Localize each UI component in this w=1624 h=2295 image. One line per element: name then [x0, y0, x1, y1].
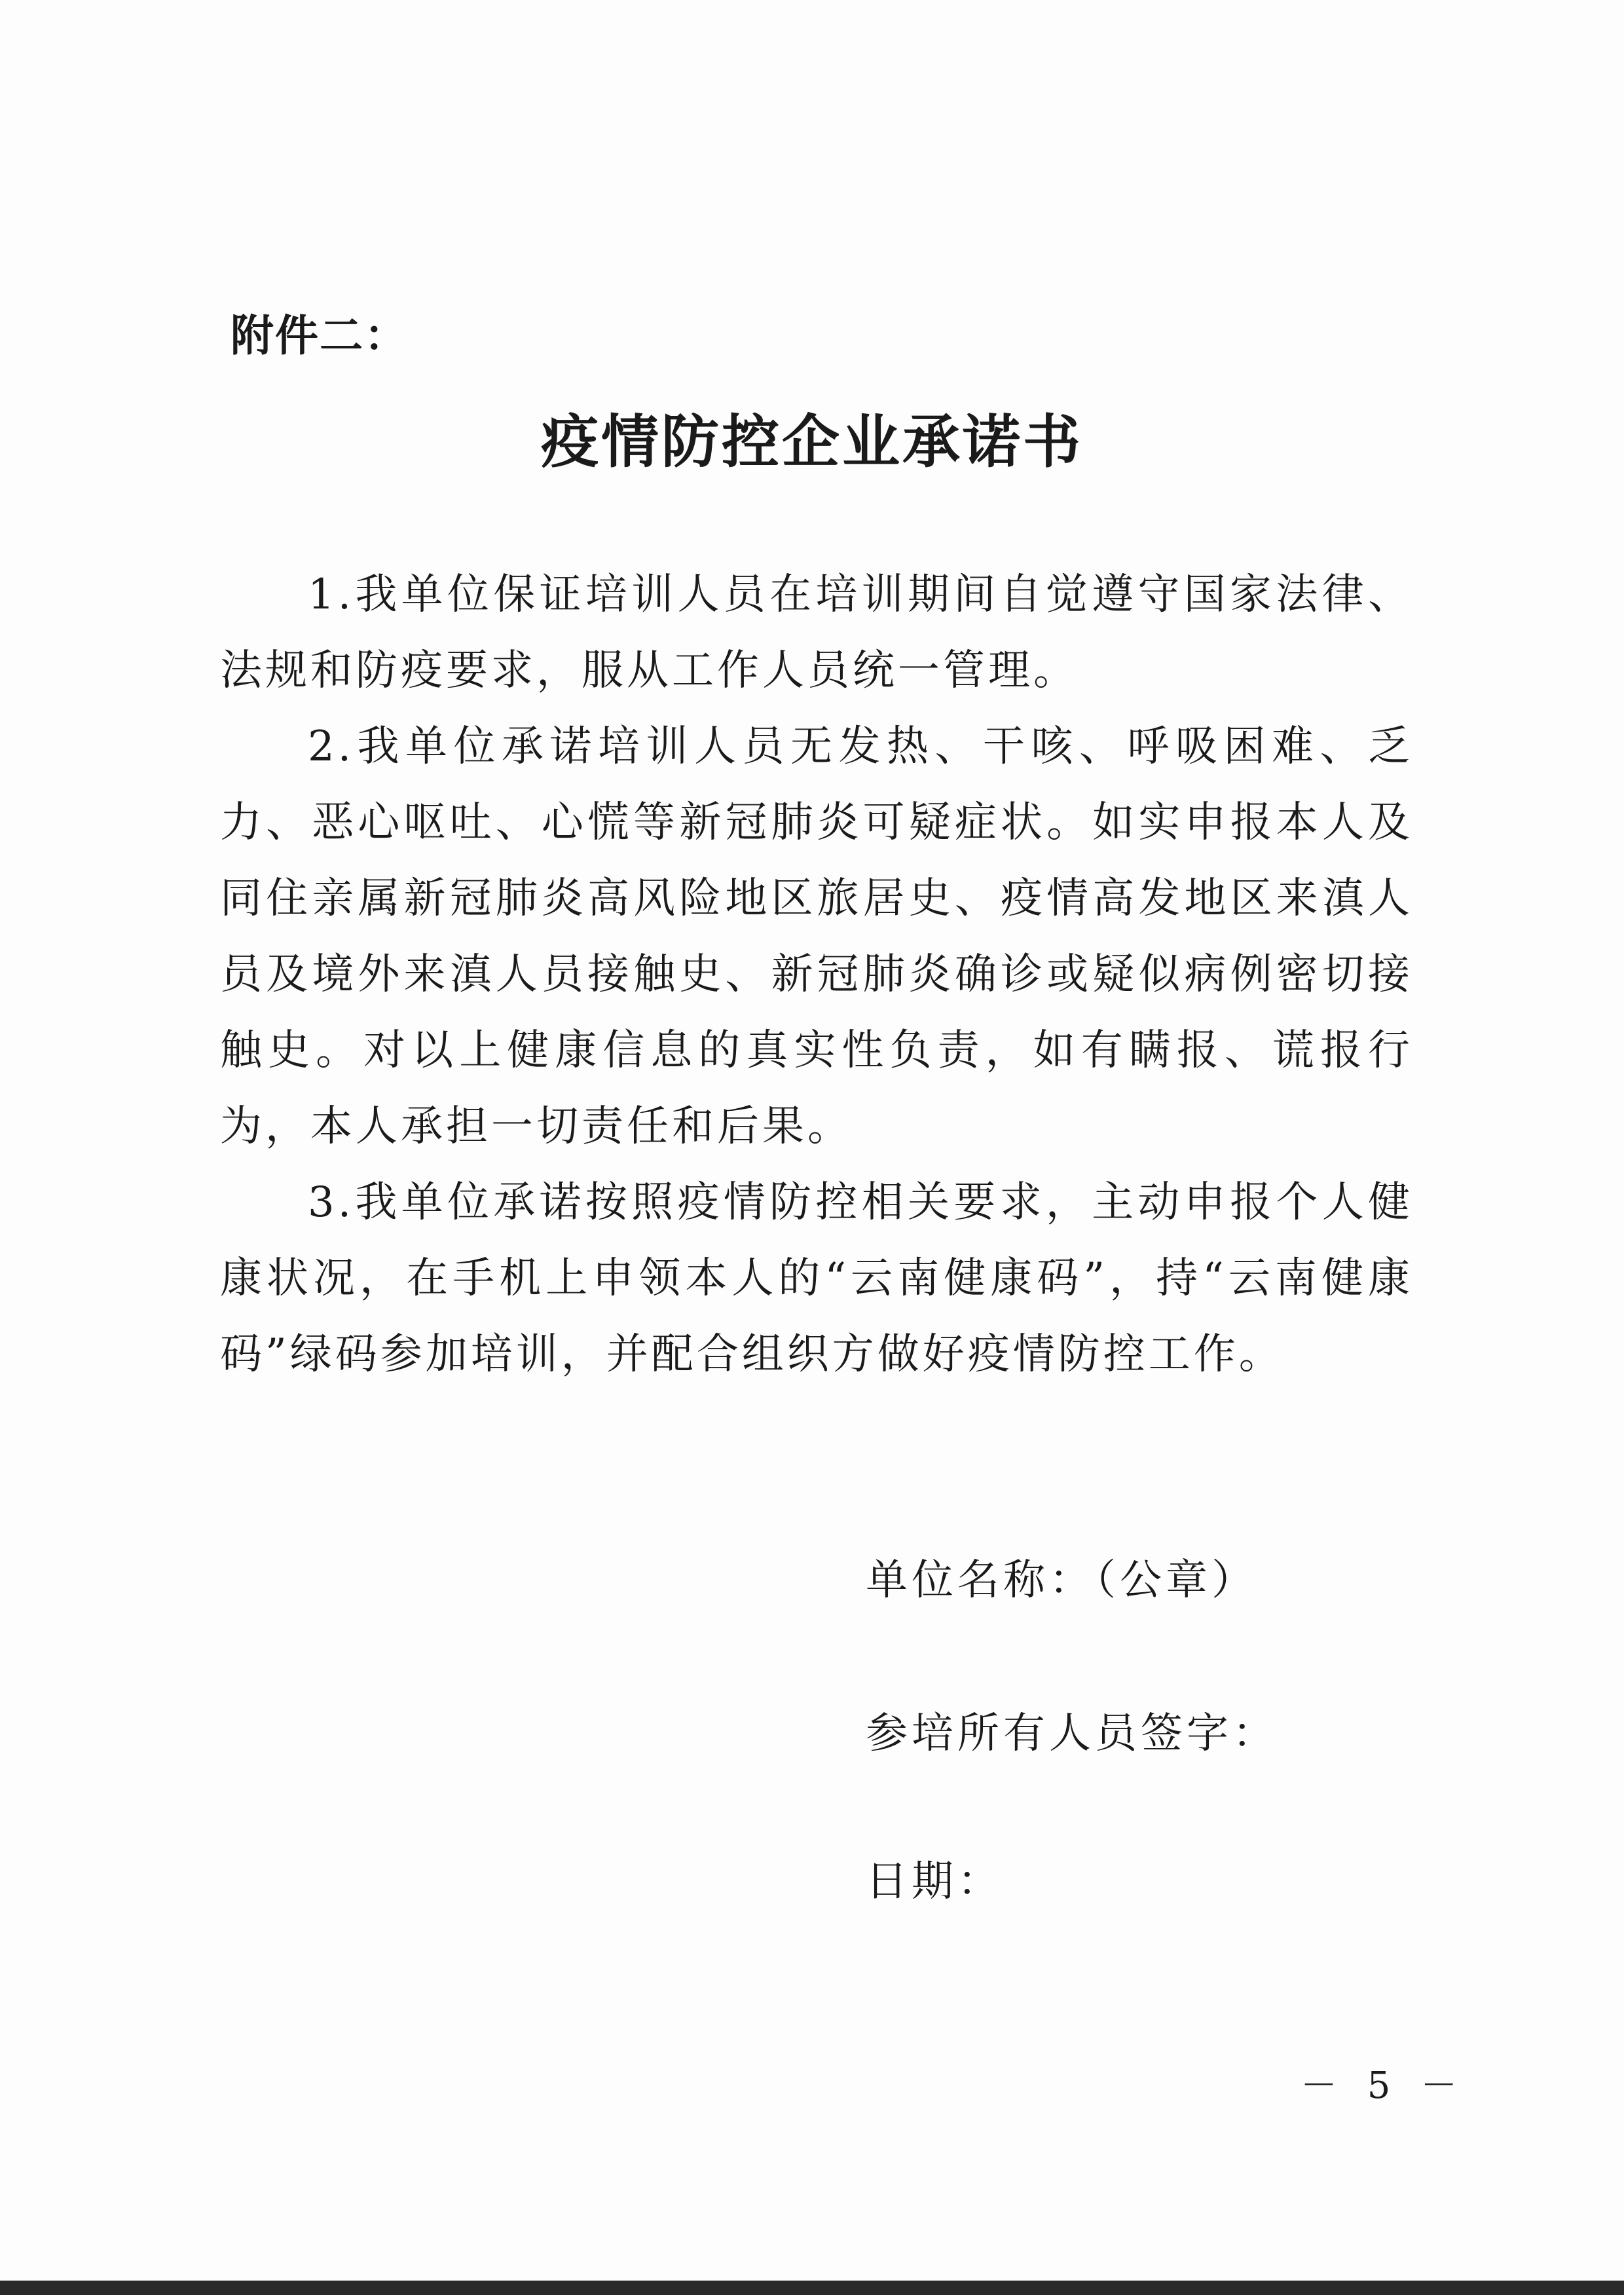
scan-bottom-edge	[0, 2281, 1624, 2295]
participants-signature-line: 参培所有人员签字：	[866, 1709, 1278, 1758]
commitment-paragraph-2: 2.我单位承诺培训人员无发热、干咳、呼吸困难、乏力、恶心呕吐、心慌等新冠肺炎可疑症状。如实申报本人及同住亲属新冠肺炎高风险地区旅居史、疫情高发地区来滇人员及境外来滇人员接触史、新冠肺炎确诊或疑似病例密切接触史。对以上健康信息的真实性负责，如有瞒报、谎报行为，本人承担一切责任和后果。	[220, 722, 1413, 1151]
unit-name-seal-line: 单位名称：（公章）	[866, 1556, 1257, 1605]
date-line: 日期：	[866, 1857, 1003, 1906]
commitment-body	[220, 557, 1413, 1392]
document-title: 疫情防控企业承诺书	[540, 408, 1083, 476]
attachment-label: 附件二：	[231, 310, 409, 361]
page-number: － 5 －	[1301, 2064, 1467, 2107]
commitment-paragraph-3: 3.我单位承诺按照疫情防控相关要求，主动申报个人健康状况，在手机上申领本人的“云南健康码”，持“云南健康码”绿码参加培训，并配合组织方做好疫情防控工作。	[220, 1178, 1413, 1379]
commitment-paragraph-1: 1.我单位保证培训人员在培训期间自觉遵守国家法律、法规和防疫要求，服从工作人员统一管理。	[220, 570, 1413, 695]
